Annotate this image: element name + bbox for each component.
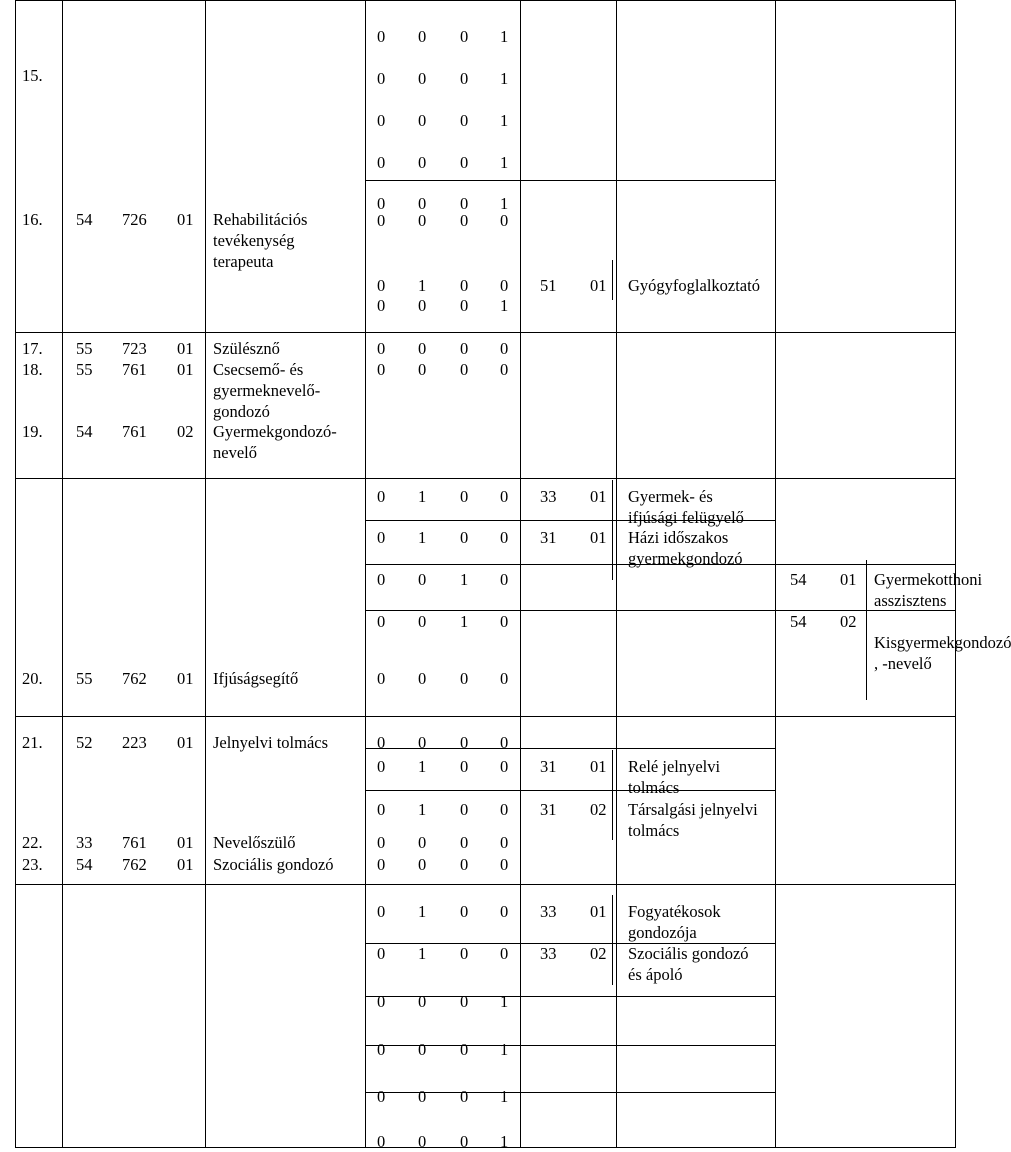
extra-code: 54 — [790, 570, 807, 589]
sub-digit: 1 — [500, 27, 509, 46]
sub-digit: 0 — [418, 855, 427, 874]
row-number: 16. — [22, 210, 43, 229]
row-code: 01 — [177, 855, 194, 874]
row-code: 01 — [177, 669, 194, 688]
row-number: 19. — [22, 422, 43, 441]
sub-digit: 0 — [500, 360, 509, 379]
sub-digit: 0 — [500, 944, 509, 963]
sub-digit: 0 — [377, 69, 386, 88]
sub-digit: 0 — [460, 69, 469, 88]
extra-code: 01 — [590, 528, 607, 547]
extra-code: 54 — [790, 612, 807, 631]
sub-digit: 0 — [500, 733, 509, 752]
sub-digit: 0 — [418, 296, 427, 315]
sub-digit: 0 — [460, 855, 469, 874]
sub-digit: 0 — [460, 111, 469, 130]
sub-digit: 1 — [500, 1040, 509, 1059]
row-code: 01 — [177, 339, 194, 358]
extra-name: Gyermek- és — [628, 487, 713, 506]
sub-digit: 0 — [377, 276, 386, 295]
grid-hline — [15, 1147, 955, 1148]
row-name: Rehabilitációs — [213, 210, 308, 229]
sub-digit: 0 — [377, 570, 386, 589]
row-name: gondozó — [213, 402, 270, 421]
sub-digit: 0 — [377, 669, 386, 688]
sub-digit: 1 — [500, 153, 509, 172]
sub-digit: 0 — [377, 855, 386, 874]
row-code: 02 — [177, 422, 194, 441]
sub-digit: 0 — [460, 296, 469, 315]
sub-digit: 0 — [460, 992, 469, 1011]
sub-digit: 1 — [460, 612, 469, 631]
sub-digit: 0 — [418, 612, 427, 631]
row-code: 54 — [76, 210, 93, 229]
sub-digit: 0 — [418, 570, 427, 589]
row-number: 17. — [22, 339, 43, 358]
sub-digit: 0 — [418, 69, 427, 88]
row-number: 18. — [22, 360, 43, 379]
row-code: 761 — [122, 422, 147, 441]
grid-vline — [365, 0, 366, 1148]
sub-digit: 1 — [418, 487, 427, 506]
grid-hline — [15, 884, 955, 885]
sub-digit: 1 — [500, 1132, 509, 1151]
sub-digit: 0 — [377, 1087, 386, 1106]
extra-code: 01 — [590, 276, 607, 295]
row-name: Nevelőszülő — [213, 833, 296, 852]
row-name: tevékenység — [213, 231, 295, 250]
sub-digit: 0 — [418, 211, 427, 230]
sub-digit: 0 — [377, 153, 386, 172]
extra-code: 33 — [540, 902, 557, 921]
grid-vline — [612, 480, 613, 580]
row-number: 15. — [22, 66, 43, 85]
sub-digit: 0 — [418, 339, 427, 358]
sub-digit: 0 — [418, 992, 427, 1011]
row-code: 54 — [76, 422, 93, 441]
grid-hline — [365, 790, 775, 791]
sub-digit: 0 — [460, 669, 469, 688]
row-name: terapeuta — [213, 252, 274, 271]
row-name: Szociális gondozó — [213, 855, 334, 874]
sub-digit: 0 — [418, 1040, 427, 1059]
extra-name: , -nevelő — [874, 654, 932, 673]
row-code: 01 — [177, 833, 194, 852]
row-code: 54 — [76, 855, 93, 874]
grid-hline — [15, 332, 955, 333]
sub-digit: 0 — [500, 800, 509, 819]
row-code: 55 — [76, 669, 93, 688]
grid-vline — [612, 750, 613, 840]
sub-digit: 0 — [460, 833, 469, 852]
extra-code: 31 — [540, 528, 557, 547]
row-code: 762 — [122, 669, 147, 688]
sub-digit: 0 — [460, 1132, 469, 1151]
grid-hline — [365, 180, 775, 181]
row-name: gyermeknevelő- — [213, 381, 321, 400]
sub-digit: 0 — [500, 339, 509, 358]
sub-digit: 0 — [377, 1132, 386, 1151]
row-number: 20. — [22, 669, 43, 688]
sub-digit: 0 — [418, 733, 427, 752]
grid-hline — [365, 610, 955, 611]
extra-name: asszisztens — [874, 591, 947, 610]
sub-digit: 0 — [500, 833, 509, 852]
grid-hline — [365, 748, 775, 749]
extra-name: gyermekgondozó — [628, 549, 743, 568]
sub-digit: 1 — [500, 69, 509, 88]
sub-digit: 0 — [377, 339, 386, 358]
sub-digit: 0 — [500, 757, 509, 776]
sub-digit: 0 — [418, 1087, 427, 1106]
sub-digit: 0 — [377, 211, 386, 230]
sub-digit: 0 — [377, 833, 386, 852]
sub-digit: 0 — [460, 800, 469, 819]
sub-digit: 1 — [418, 757, 427, 776]
extra-code: 31 — [540, 757, 557, 776]
grid-vline — [616, 0, 617, 1148]
sub-digit: 0 — [377, 800, 386, 819]
grid-vline — [520, 0, 521, 1148]
extra-name: ifjúsági felügyelő — [628, 508, 744, 527]
extra-code: 02 — [840, 612, 857, 631]
sub-digit: 0 — [377, 360, 386, 379]
row-name: Csecsemő- és — [213, 360, 304, 379]
sub-digit: 1 — [500, 296, 509, 315]
sub-digit: 0 — [418, 833, 427, 852]
extra-name: Fogyatékosok — [628, 902, 721, 921]
row-code: 01 — [177, 210, 194, 229]
sub-digit: 0 — [500, 211, 509, 230]
sub-digit: 0 — [460, 902, 469, 921]
sub-digit: 0 — [418, 153, 427, 172]
extra-code: 01 — [840, 570, 857, 589]
sub-digit: 1 — [418, 528, 427, 547]
sub-digit: 0 — [460, 27, 469, 46]
grid-vline — [15, 0, 16, 1148]
row-code: 723 — [122, 339, 147, 358]
sub-digit: 0 — [460, 360, 469, 379]
grid-vline — [62, 0, 63, 1148]
grid-vline — [775, 0, 776, 1148]
sub-digit: 0 — [500, 570, 509, 589]
extra-code: 01 — [590, 487, 607, 506]
sub-digit: 0 — [418, 669, 427, 688]
extra-code: 51 — [540, 276, 557, 295]
sub-digit: 0 — [418, 360, 427, 379]
row-number: 23. — [22, 855, 43, 874]
row-code: 52 — [76, 733, 93, 752]
extra-name: Házi időszakos — [628, 528, 729, 547]
row-name: Ifjúságsegítő — [213, 669, 299, 688]
sub-digit: 0 — [377, 111, 386, 130]
sub-digit: 1 — [500, 992, 509, 1011]
grid-hline — [365, 1045, 775, 1046]
row-code: 33 — [76, 833, 93, 852]
sub-digit: 0 — [377, 487, 386, 506]
extra-name: Gyógyfoglalkoztató — [628, 276, 760, 295]
extra-code: 33 — [540, 944, 557, 963]
sub-digit: 0 — [460, 153, 469, 172]
extra-name: Relé jelnyelvi — [628, 757, 721, 776]
extra-code: 01 — [590, 902, 607, 921]
grid-hline — [15, 716, 955, 717]
grid-vline — [866, 560, 867, 700]
sub-digit: 0 — [418, 27, 427, 46]
sub-digit: 1 — [460, 570, 469, 589]
grid-hline — [365, 1092, 775, 1093]
sub-digit: 0 — [500, 528, 509, 547]
extra-name: tolmács — [628, 778, 680, 797]
sub-digit: 0 — [377, 612, 386, 631]
sub-digit: 1 — [418, 800, 427, 819]
sub-digit: 0 — [460, 733, 469, 752]
extra-code: 33 — [540, 487, 557, 506]
sub-digit: 0 — [377, 296, 386, 315]
sub-digit: 1 — [418, 276, 427, 295]
row-code: 01 — [177, 733, 194, 752]
extra-code: 01 — [590, 757, 607, 776]
sub-digit: 0 — [500, 855, 509, 874]
sub-digit: 1 — [500, 194, 509, 213]
row-name: Gyermekgondozó- — [213, 422, 337, 441]
extra-code: 02 — [590, 944, 607, 963]
extra-code: 31 — [540, 800, 557, 819]
sub-digit: 0 — [500, 612, 509, 631]
extra-name: Kisgyermekgondozó — [874, 633, 1011, 652]
extra-code: 02 — [590, 800, 607, 819]
grid-vline — [205, 0, 206, 1148]
sub-digit: 0 — [500, 487, 509, 506]
row-code: 01 — [177, 360, 194, 379]
sub-digit: 0 — [460, 194, 469, 213]
row-code: 726 — [122, 210, 147, 229]
sub-digit: 0 — [500, 669, 509, 688]
sub-digit: 0 — [377, 1040, 386, 1059]
row-name: Jelnyelvi tolmács — [213, 733, 329, 752]
sub-digit: 0 — [460, 211, 469, 230]
sub-digit: 0 — [500, 276, 509, 295]
sub-digit: 0 — [460, 1040, 469, 1059]
sub-digit: 0 — [377, 528, 386, 547]
extra-name: Szociális gondozó — [628, 944, 749, 963]
sub-digit: 0 — [377, 757, 386, 776]
sub-digit: 0 — [460, 757, 469, 776]
sub-digit: 0 — [377, 733, 386, 752]
row-code: 223 — [122, 733, 147, 752]
sub-digit: 0 — [460, 487, 469, 506]
sub-digit: 0 — [377, 194, 386, 213]
sub-digit: 0 — [460, 528, 469, 547]
row-code: 55 — [76, 360, 93, 379]
sub-digit: 0 — [460, 944, 469, 963]
sub-digit: 1 — [500, 1087, 509, 1106]
sub-digit: 0 — [377, 992, 386, 1011]
grid-vline — [612, 260, 613, 300]
extra-name: Gyermekotthoni — [874, 570, 983, 589]
extra-name: gondozója — [628, 923, 697, 942]
sub-digit: 0 — [377, 902, 386, 921]
sub-digit: 0 — [418, 1132, 427, 1151]
sub-digit: 0 — [418, 111, 427, 130]
sub-digit: 0 — [377, 944, 386, 963]
row-code: 762 — [122, 855, 147, 874]
row-number: 21. — [22, 733, 43, 752]
sub-digit: 0 — [460, 276, 469, 295]
row-number: 22. — [22, 833, 43, 852]
extra-name: Társalgási jelnyelvi — [628, 800, 758, 819]
grid-vline — [612, 895, 613, 985]
sub-digit: 0 — [418, 194, 427, 213]
row-code: 761 — [122, 833, 147, 852]
grid-hline — [365, 996, 775, 997]
sub-digit: 1 — [500, 111, 509, 130]
extra-name: tolmács — [628, 821, 680, 840]
row-code: 55 — [76, 339, 93, 358]
extra-name: és ápoló — [628, 965, 683, 984]
grid-hline — [15, 0, 955, 1]
sub-digit: 0 — [460, 1087, 469, 1106]
row-name: Szülésznő — [213, 339, 280, 358]
grid-hline — [15, 478, 955, 479]
sub-digit: 1 — [418, 902, 427, 921]
sub-digit: 0 — [500, 902, 509, 921]
sub-digit: 0 — [377, 27, 386, 46]
sub-digit: 1 — [418, 944, 427, 963]
row-name: nevelő — [213, 443, 257, 462]
sub-digit: 0 — [460, 339, 469, 358]
row-code: 761 — [122, 360, 147, 379]
